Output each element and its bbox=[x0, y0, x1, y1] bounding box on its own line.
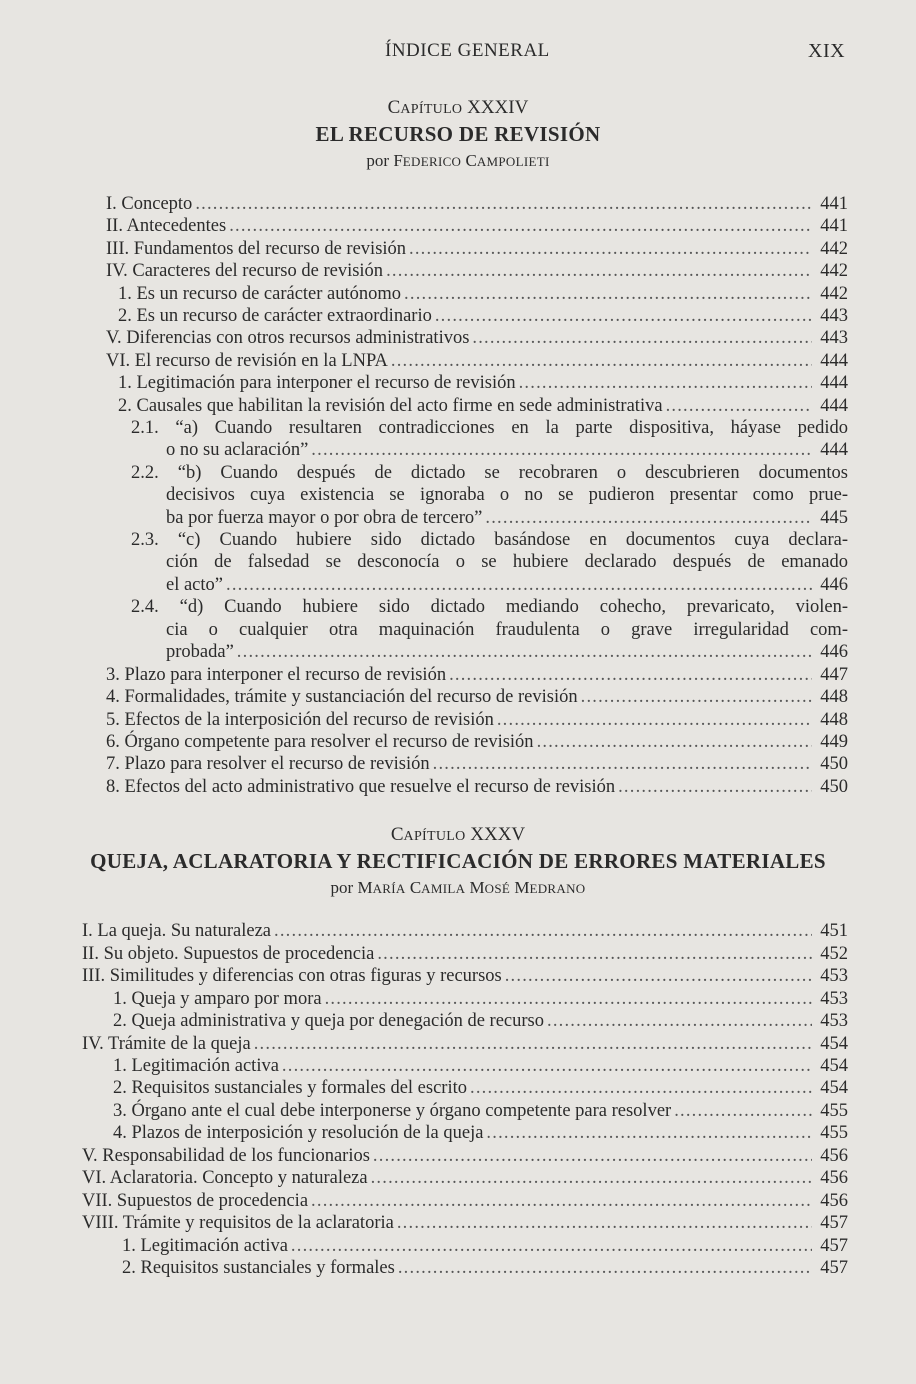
toc-entry: 2. Queja administrativa y queja por denegación de recurso ..... 453 bbox=[113, 1010, 848, 1032]
toc-entry: 1. Legitimación para interponer el recurso de revisión ..... 444 bbox=[118, 372, 848, 394]
toc-entry: 7. Plazo para resolver el recurso de revisión ..... 450 bbox=[106, 753, 848, 775]
toc-entry-last-line: el acto” ..... 446 bbox=[166, 574, 848, 596]
toc-entry: V. Diferencias con otros recursos administrativos ..... 443 bbox=[106, 327, 848, 349]
toc-entry: 3. Plazo para interponer el recurso de revisión ..... 447 bbox=[106, 664, 848, 686]
toc-entry: 5. Efectos de la interposición del recurso de revisión ..... 448 bbox=[106, 709, 848, 731]
toc-entry: 6. Órgano competente para resolver el recurso de revisión ..... 449 bbox=[106, 731, 848, 753]
chapter-label: CAPÍTULO XXXIV bbox=[387, 97, 529, 118]
toc-entry-multiline bbox=[131, 529, 848, 551]
toc-line: 2.3. “c) Cuando hubiere sido dictado basándose en documentos cuya declara- bbox=[131, 530, 848, 550]
toc-entry: III. Fundamentos del recurso de revisión ..... 442 bbox=[106, 238, 848, 260]
toc-entry: VII. Supuestos de procedencia ..... 456 bbox=[82, 1190, 848, 1212]
toc-entry-last-line: probada” ..... 446 bbox=[166, 641, 848, 663]
running-title: ÍNDICE GENERAL bbox=[385, 40, 550, 61]
chapter-heading-xxxiv bbox=[0, 97, 916, 171]
toc-entry: 3. Órgano ante el cual debe interponerse y órgano competente para resolver ..... 455 bbox=[113, 1100, 848, 1122]
toc-entry-multiline bbox=[131, 462, 848, 484]
toc-entry: 4. Plazos de interposición y resolución de la queja ..... 455 bbox=[113, 1122, 848, 1144]
toc-entry: VI. El recurso de revisión en la LNPA ..... 444 bbox=[106, 350, 848, 372]
page-number: XIX bbox=[808, 40, 846, 62]
toc-entry: III. Similitudes y diferencias con otras figuras y recursos ..... 453 bbox=[82, 965, 848, 987]
toc-entry: 1. Queja y amparo por mora ..... 453 bbox=[113, 988, 848, 1010]
toc-entry-multiline bbox=[166, 619, 848, 641]
toc-entry: 2. Requisitos sustanciales y formales del escrito ..... 454 bbox=[113, 1077, 848, 1099]
toc-entry: 1. Es un recurso de carácter autónomo ..... 442 bbox=[118, 283, 848, 305]
toc-line: cia o cualquier otra maquinación fraudulenta o grave irregularidad com- bbox=[166, 620, 848, 640]
toc-entry: 8. Efectos del acto administrativo que resuelve el recurso de revisión ..... 450 bbox=[106, 776, 848, 798]
toc-line: decisivos cuya existencia se ignoraba o no se pudieron presentar como prue- bbox=[166, 485, 848, 505]
toc-entry-multiline bbox=[131, 596, 848, 618]
chapter-author: por FEDERICO CAMPOLIETI bbox=[366, 151, 550, 170]
toc-entry: I. Concepto ..... 441 bbox=[106, 193, 848, 215]
chapter-label: CAPÍTULO XXXV bbox=[390, 824, 526, 845]
toc-line: 2.4. “d) Cuando hubiere sido dictado mediando cohecho, prevaricato, violen- bbox=[131, 597, 848, 617]
toc-entry: 2. Es un recurso de carácter extraordinario ..... 443 bbox=[118, 305, 848, 327]
toc-entry: II. Antecedentes ..... 441 bbox=[106, 215, 848, 237]
toc-entry: VIII. Trámite y requisitos de la aclaratoria ..... 457 bbox=[82, 1212, 848, 1234]
toc-entry: VI. Aclaratoria. Concepto y naturaleza ..... 456 bbox=[82, 1167, 848, 1189]
toc-entry: V. Responsabilidad de los funcionarios ..... 456 bbox=[82, 1145, 848, 1167]
toc-entry: 4. Formalidades, trámite y sustanciación del recurso de revisión ..... 448 bbox=[106, 686, 848, 708]
toc-entry-multiline bbox=[166, 551, 848, 573]
toc-entry-last-line: o no su aclaración” ..... 444 bbox=[166, 439, 848, 461]
toc-entry: IV. Caracteres del recurso de revisión ..... 442 bbox=[106, 260, 848, 282]
toc-entry-last-line: ba por fuerza mayor o por obra de tercero” ..... 445 bbox=[166, 507, 848, 529]
toc-entry: IV. Trámite de la queja ..... 454 bbox=[82, 1033, 848, 1055]
chapter-author: por MARÍA CAMILA MOSÉ MEDRANO bbox=[330, 878, 586, 897]
toc-entry: I. La queja. Su naturaleza ..... 451 bbox=[82, 920, 848, 942]
toc-entry: 2. Causales que habilitan la revisión del acto firme en sede administrativa ..... 444 bbox=[118, 395, 848, 417]
toc-entry: II. Su objeto. Supuestos de procedencia ..... 452 bbox=[82, 943, 848, 965]
toc-line: ción de falsedad se desconocía o se hubiere declarado después de emanado bbox=[166, 552, 848, 572]
toc-line: 2.1. “a) Cuando resultaren contradicciones en la parte dispositiva, háyase pedido bbox=[131, 418, 848, 438]
toc-entry: 1. Legitimación activa ..... 454 bbox=[113, 1055, 848, 1077]
chapter-title: QUEJA, ACLARATORIA Y RECTIFICACIÓN DE ERRORES MATERIALES bbox=[90, 849, 826, 873]
toc-line: 2.2. “b) Cuando después de dictado se recobraren o descubrieren documentos bbox=[131, 463, 848, 483]
toc-entry: 2. Requisitos sustanciales y formales ..... 457 bbox=[122, 1257, 848, 1279]
chapter-heading-xxxv bbox=[0, 824, 916, 898]
chapter-title: EL RECURSO DE REVISIÓN bbox=[315, 122, 601, 146]
toc-entry: 1. Legitimación activa ..... 457 bbox=[122, 1235, 848, 1257]
toc-entry-multiline bbox=[131, 417, 848, 439]
toc-entry-multiline bbox=[166, 484, 848, 506]
